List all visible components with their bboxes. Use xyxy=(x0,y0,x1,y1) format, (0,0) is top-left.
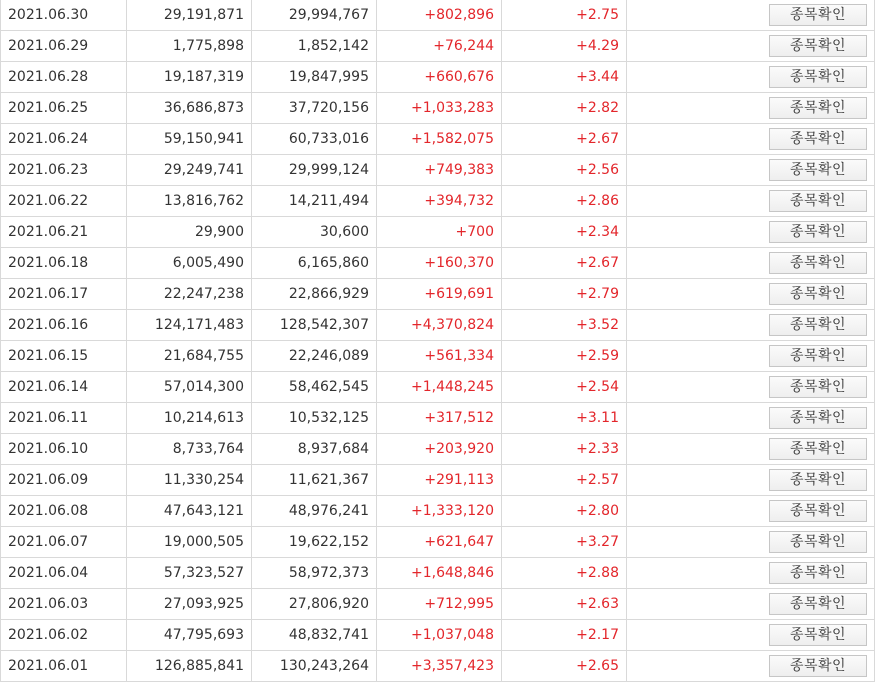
action-cell xyxy=(627,248,875,279)
change-rate-cell: +2.57 xyxy=(502,465,627,496)
change-rate-cell: +2.86 xyxy=(502,186,627,217)
check-stock-button[interactable]: 종목확인 xyxy=(769,35,867,57)
table-row xyxy=(1,155,875,186)
current-value-cell: 8,937,684 xyxy=(252,434,377,465)
change-amount-cell: +1,448,245 xyxy=(377,372,502,403)
check-stock-button[interactable]: 종목확인 xyxy=(769,190,867,212)
previous-value-cell: 57,323,527 xyxy=(127,558,252,589)
table-row xyxy=(1,186,875,217)
current-value-cell: 48,832,741 xyxy=(252,620,377,651)
change-rate-cell: +2.63 xyxy=(502,589,627,620)
date-cell: 2021.06.25 xyxy=(1,93,127,124)
previous-value-cell: 11,330,254 xyxy=(127,465,252,496)
table-row xyxy=(1,341,875,372)
change-rate-cell: +2.56 xyxy=(502,155,627,186)
change-amount-cell: +1,648,846 xyxy=(377,558,502,589)
previous-value-cell: 36,686,873 xyxy=(127,93,252,124)
previous-value-cell: 47,643,121 xyxy=(127,496,252,527)
action-cell xyxy=(627,124,875,155)
change-amount-cell: +4,370,824 xyxy=(377,310,502,341)
date-cell: 2021.06.24 xyxy=(1,124,127,155)
change-amount-cell: +621,647 xyxy=(377,527,502,558)
change-rate-cell: +2.17 xyxy=(502,620,627,651)
action-cell xyxy=(627,403,875,434)
table-row xyxy=(1,620,875,651)
check-stock-button[interactable]: 종목확인 xyxy=(769,624,867,646)
current-value-cell: 37,720,156 xyxy=(252,93,377,124)
date-cell: 2021.06.07 xyxy=(1,527,127,558)
previous-value-cell: 10,214,613 xyxy=(127,403,252,434)
date-cell: 2021.06.02 xyxy=(1,620,127,651)
change-amount-cell: +76,244 xyxy=(377,31,502,62)
change-amount-cell: +3,357,423 xyxy=(377,651,502,682)
table-row xyxy=(1,403,875,434)
date-cell: 2021.06.15 xyxy=(1,341,127,372)
previous-value-cell: 8,733,764 xyxy=(127,434,252,465)
action-cell xyxy=(627,465,875,496)
change-rate-cell: +2.67 xyxy=(502,248,627,279)
current-value-cell: 29,999,124 xyxy=(252,155,377,186)
change-rate-cell: +3.44 xyxy=(502,62,627,93)
action-cell xyxy=(627,620,875,651)
change-amount-cell: +291,113 xyxy=(377,465,502,496)
current-value-cell: 130,243,264 xyxy=(252,651,377,682)
table-row xyxy=(1,589,875,620)
action-cell xyxy=(627,62,875,93)
change-amount-cell: +619,691 xyxy=(377,279,502,310)
action-cell xyxy=(627,496,875,527)
current-value-cell: 48,976,241 xyxy=(252,496,377,527)
table-row xyxy=(1,527,875,558)
check-stock-button[interactable]: 종목확인 xyxy=(769,314,867,336)
date-cell: 2021.06.22 xyxy=(1,186,127,217)
current-value-cell: 6,165,860 xyxy=(252,248,377,279)
change-rate-cell: +2.67 xyxy=(502,124,627,155)
previous-value-cell: 29,191,871 xyxy=(127,0,252,31)
date-cell: 2021.06.21 xyxy=(1,217,127,248)
date-cell: 2021.06.18 xyxy=(1,248,127,279)
date-cell: 2021.06.30 xyxy=(1,0,127,31)
change-amount-cell: +1,033,283 xyxy=(377,93,502,124)
change-rate-cell: +3.11 xyxy=(502,403,627,434)
check-stock-button[interactable]: 종목확인 xyxy=(769,407,867,429)
current-value-cell: 10,532,125 xyxy=(252,403,377,434)
check-stock-button[interactable]: 종목확인 xyxy=(769,438,867,460)
change-amount-cell: +203,920 xyxy=(377,434,502,465)
table-row xyxy=(1,651,875,682)
date-cell: 2021.06.23 xyxy=(1,155,127,186)
current-value-cell: 27,806,920 xyxy=(252,589,377,620)
date-cell: 2021.06.16 xyxy=(1,310,127,341)
table-row xyxy=(1,93,875,124)
change-rate-cell: +2.75 xyxy=(502,0,627,31)
change-amount-cell: +700 xyxy=(377,217,502,248)
change-rate-cell: +2.88 xyxy=(502,558,627,589)
action-cell xyxy=(627,589,875,620)
change-rate-cell: +3.52 xyxy=(502,310,627,341)
change-rate-cell: +2.82 xyxy=(502,93,627,124)
change-rate-cell: +2.65 xyxy=(502,651,627,682)
previous-value-cell: 124,171,483 xyxy=(127,310,252,341)
change-rate-cell: +2.79 xyxy=(502,279,627,310)
change-rate-cell: +3.27 xyxy=(502,527,627,558)
previous-value-cell: 13,816,762 xyxy=(127,186,252,217)
current-value-cell: 30,600 xyxy=(252,217,377,248)
current-value-cell: 58,462,545 xyxy=(252,372,377,403)
change-amount-cell: +160,370 xyxy=(377,248,502,279)
date-cell: 2021.06.09 xyxy=(1,465,127,496)
current-value-cell: 22,866,929 xyxy=(252,279,377,310)
change-amount-cell: +749,383 xyxy=(377,155,502,186)
table-row xyxy=(1,558,875,589)
change-amount-cell: +1,333,120 xyxy=(377,496,502,527)
date-cell: 2021.06.14 xyxy=(1,372,127,403)
action-cell xyxy=(627,279,875,310)
table-row xyxy=(1,217,875,248)
previous-value-cell: 126,885,841 xyxy=(127,651,252,682)
change-rate-cell: +2.80 xyxy=(502,496,627,527)
table-body xyxy=(1,0,875,682)
current-value-cell: 58,972,373 xyxy=(252,558,377,589)
table-row xyxy=(1,124,875,155)
change-rate-cell: +2.34 xyxy=(502,217,627,248)
date-cell: 2021.06.03 xyxy=(1,589,127,620)
table-row xyxy=(1,496,875,527)
current-value-cell: 11,621,367 xyxy=(252,465,377,496)
action-cell xyxy=(627,558,875,589)
change-amount-cell: +660,676 xyxy=(377,62,502,93)
table-row xyxy=(1,465,875,496)
previous-value-cell: 22,247,238 xyxy=(127,279,252,310)
action-cell xyxy=(627,434,875,465)
check-stock-button[interactable]: 종목확인 xyxy=(769,159,867,181)
check-stock-button[interactable]: 종목확인 xyxy=(769,66,867,88)
table-row xyxy=(1,31,875,62)
check-stock-button[interactable]: 종목확인 xyxy=(769,500,867,522)
table-row xyxy=(1,434,875,465)
change-amount-cell: +394,732 xyxy=(377,186,502,217)
change-rate-cell: +2.54 xyxy=(502,372,627,403)
date-cell: 2021.06.08 xyxy=(1,496,127,527)
check-stock-button[interactable]: 종목확인 xyxy=(769,4,867,26)
current-value-cell: 60,733,016 xyxy=(252,124,377,155)
check-stock-button[interactable]: 종목확인 xyxy=(769,252,867,274)
date-cell: 2021.06.01 xyxy=(1,651,127,682)
date-cell: 2021.06.04 xyxy=(1,558,127,589)
check-stock-button[interactable]: 종목확인 xyxy=(769,562,867,584)
check-stock-button[interactable]: 종목확인 xyxy=(769,345,867,367)
check-stock-button[interactable]: 종목확인 xyxy=(769,97,867,119)
change-amount-cell: +317,512 xyxy=(377,403,502,434)
current-value-cell: 19,622,152 xyxy=(252,527,377,558)
change-amount-cell: +1,037,048 xyxy=(377,620,502,651)
date-cell: 2021.06.17 xyxy=(1,279,127,310)
change-amount-cell: +1,582,075 xyxy=(377,124,502,155)
current-value-cell: 29,994,767 xyxy=(252,0,377,31)
date-cell: 2021.06.28 xyxy=(1,62,127,93)
current-value-cell: 19,847,995 xyxy=(252,62,377,93)
table-row xyxy=(1,372,875,403)
action-cell xyxy=(627,155,875,186)
change-rate-cell: +4.29 xyxy=(502,31,627,62)
action-cell xyxy=(627,217,875,248)
action-cell xyxy=(627,310,875,341)
previous-value-cell: 6,005,490 xyxy=(127,248,252,279)
previous-value-cell: 1,775,898 xyxy=(127,31,252,62)
check-stock-button[interactable]: 종목확인 xyxy=(769,593,867,615)
check-stock-button[interactable]: 종목확인 xyxy=(769,655,867,677)
current-value-cell: 128,542,307 xyxy=(252,310,377,341)
table-row xyxy=(1,0,875,31)
previous-value-cell: 27,093,925 xyxy=(127,589,252,620)
change-amount-cell: +561,334 xyxy=(377,341,502,372)
action-cell xyxy=(627,186,875,217)
table-row xyxy=(1,248,875,279)
change-rate-cell: +2.33 xyxy=(502,434,627,465)
check-stock-button[interactable]: 종목확인 xyxy=(769,283,867,305)
check-stock-button[interactable]: 종목확인 xyxy=(769,531,867,553)
previous-value-cell: 29,249,741 xyxy=(127,155,252,186)
table-row xyxy=(1,62,875,93)
previous-value-cell: 19,000,505 xyxy=(127,527,252,558)
action-cell xyxy=(627,527,875,558)
table-row xyxy=(1,310,875,341)
previous-value-cell: 19,187,319 xyxy=(127,62,252,93)
check-stock-button[interactable]: 종목확인 xyxy=(769,469,867,491)
current-value-cell: 1,852,142 xyxy=(252,31,377,62)
previous-value-cell: 57,014,300 xyxy=(127,372,252,403)
change-amount-cell: +712,995 xyxy=(377,589,502,620)
date-cell: 2021.06.10 xyxy=(1,434,127,465)
current-value-cell: 14,211,494 xyxy=(252,186,377,217)
check-stock-button[interactable]: 종목확인 xyxy=(769,376,867,398)
action-cell xyxy=(627,372,875,403)
check-stock-button[interactable]: 종목확인 xyxy=(769,221,867,243)
check-stock-button[interactable]: 종목확인 xyxy=(769,128,867,150)
change-rate-cell: +2.59 xyxy=(502,341,627,372)
change-amount-cell: +802,896 xyxy=(377,0,502,31)
action-cell xyxy=(627,31,875,62)
previous-value-cell: 21,684,755 xyxy=(127,341,252,372)
action-cell xyxy=(627,651,875,682)
action-cell xyxy=(627,0,875,31)
table-row xyxy=(1,279,875,310)
date-cell: 2021.06.29 xyxy=(1,31,127,62)
action-cell xyxy=(627,341,875,372)
previous-value-cell: 59,150,941 xyxy=(127,124,252,155)
previous-value-cell: 47,795,693 xyxy=(127,620,252,651)
date-cell: 2021.06.11 xyxy=(1,403,127,434)
action-cell xyxy=(627,93,875,124)
current-value-cell: 22,246,089 xyxy=(252,341,377,372)
previous-value-cell: 29,900 xyxy=(127,217,252,248)
